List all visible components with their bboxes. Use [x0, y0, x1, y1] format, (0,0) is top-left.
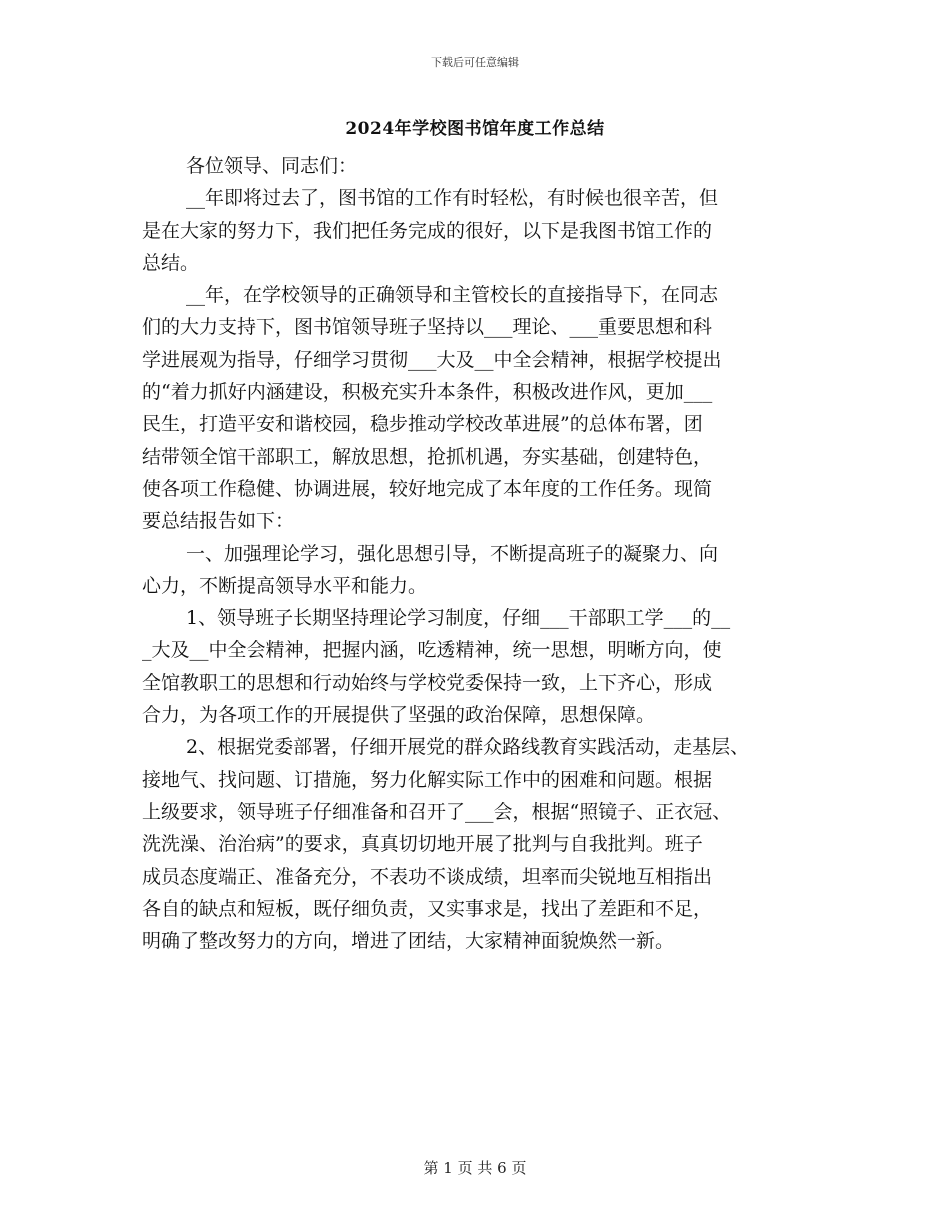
body-line: 各位领导、同志们：	[186, 155, 358, 177]
header-note: 下载后可任意编辑	[431, 56, 519, 69]
document-title: 2024年学校图书馆年度工作总结	[345, 119, 605, 139]
body-line: 学进展观为指导，仔细学习贯彻___大及__中全会精神，根据学校提出	[142, 348, 722, 371]
body-line: 的“着力抓好内涵建设，积极充实升本条件，积极改进作风，更加___	[142, 381, 713, 404]
page-number-footer: 第 1 页 共 6 页	[423, 1159, 527, 1177]
document-body	[142, 150, 804, 957]
body-line: __年，在学校领导的正确领导和主管校长的直接指导下，在同志	[186, 284, 719, 307]
body-line: 总结。	[142, 251, 200, 274]
body-line: 民生，打造平安和谐校园，稳步推动学校改革进展”的总体布署，团	[142, 413, 703, 436]
body-line: 心力，不断提高领导水平和能力。	[142, 574, 428, 597]
body-line: 结带领全馆干部职工，解放思想，抢抓机遇，夯实基础，创建特色，	[142, 445, 713, 468]
body-line: 合力，为各项工作的开展提供了坚强的政治保障，思想保障。	[142, 704, 656, 727]
body-line: 接地气、找问题、订措施，努力化解实际工作中的困难和问题。根据	[142, 768, 713, 791]
body-line: 使各项工作稳健、协调进展，较好地完成了本年度的工作任务。现简	[142, 477, 713, 500]
body-line: 各自的缺点和短板，既仔细负责，又实事求是，找出了差距和不足，	[142, 897, 713, 920]
body-line: 成员态度端正、准备充分，不表功不谈成绩，坦率而尖锐地互相指出	[142, 865, 713, 888]
body-line: 要总结报告如下：	[142, 510, 295, 533]
body-line: 是在大家的努力下，我们把任务完成的很好，以下是我图书馆工作的	[142, 219, 713, 242]
body-line: 全馆教职工的思想和行动始终与学校党委保持一致，上下齐心，形成	[142, 671, 713, 694]
body-line: 1、领导班子长期坚持理论学习制度，仔细___干部职工学___的__	[186, 607, 731, 630]
body-line: 明确了整改努力的方向，增进了团结，大家精神面貌焕然一新。	[142, 930, 675, 953]
body-line: __年即将过去了，图书馆的工作有时轻松，有时候也很辛苦，但	[186, 187, 719, 210]
body-line: 2、根据党委部署，仔细开展党的群众路线教育实践活动，走基层、	[186, 736, 750, 759]
body-line: 洗洗澡、治治病”的要求，真真切切地开展了批判与自我批判。班子	[142, 833, 703, 856]
body-line: 们的大力支持下，图书馆领导班子坚持以___理论、___重要思想和科	[142, 316, 713, 339]
body-line: 一、加强理论学习，强化思想引导，不断提高班子的凝聚力、向	[186, 542, 719, 565]
body-line: _大及__中全会精神，把握内涵，吃透精神，统一思想，明晰方向，使	[142, 639, 722, 662]
body-line: 上级要求，领导班子仔细准备和召开了___会，根据“照镜子、正衣冠、	[142, 800, 732, 823]
